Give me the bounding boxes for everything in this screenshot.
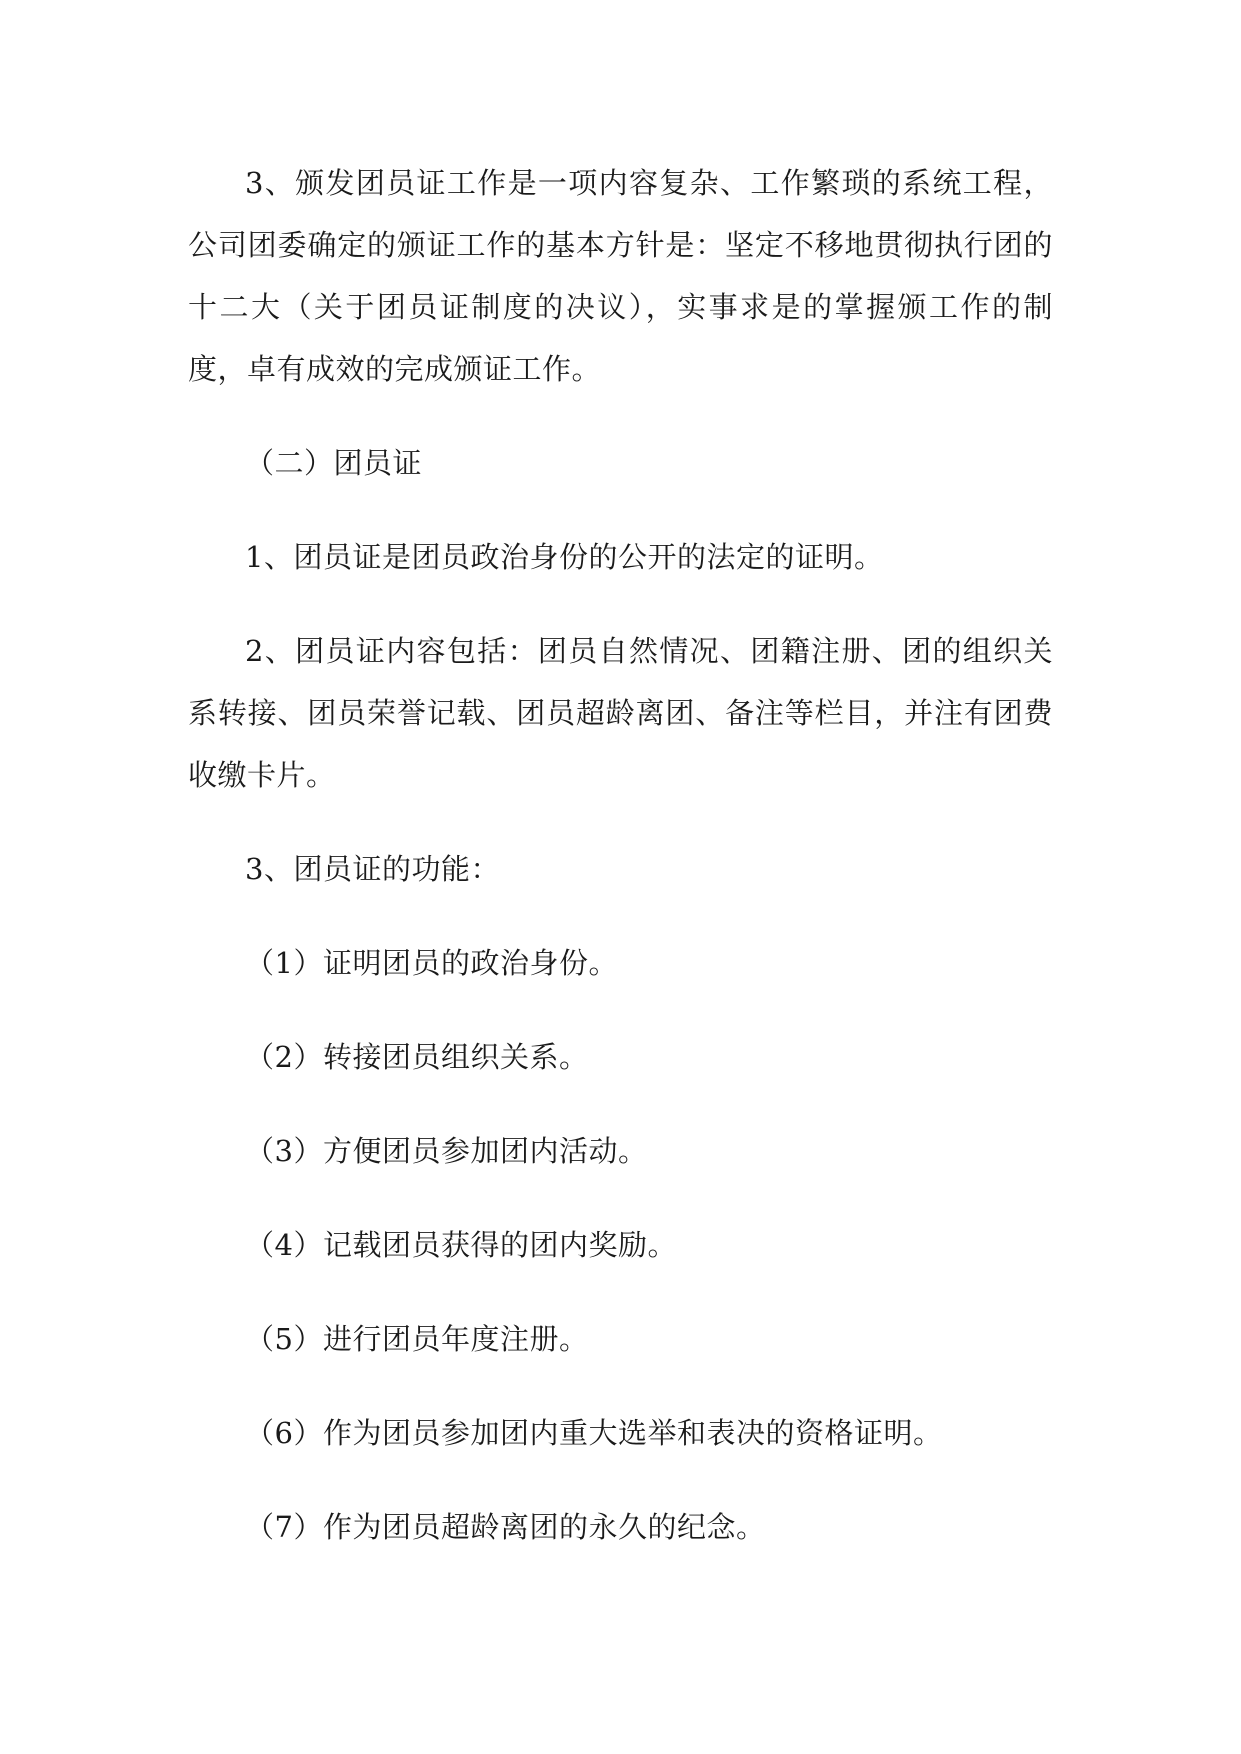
list-item: （6）作为团员参加团内重大选举和表决的资格证明。 — [245, 1416, 943, 1450]
paragraph-card-contents: 2、团员证内容包括：团员自然情况、团籍注册、团的组织关系转接、团员荣誉记载、团员超龄离团、备注等栏目，并注有团费收缴卡片。 — [188, 634, 1053, 792]
paragraph-card-functions: 3、团员证的功能： — [245, 852, 500, 886]
list-item: （7）作为团员超龄离团的永久的纪念。 — [245, 1510, 766, 1544]
list-item: （3）方便团员参加团内活动。 — [245, 1134, 648, 1168]
list-item: （5）进行团员年度注册。 — [245, 1322, 589, 1356]
list-item: （2）转接团员组织关系。 — [245, 1040, 589, 1074]
section-heading-member-card: （二）团员证 — [245, 446, 423, 480]
list-item: （1）证明团员的政治身份。 — [245, 946, 618, 980]
paragraph-issuing-policy: 3、颁发团员证工作是一项内容复杂、工作繁琐的系统工程，公司团委确定的颁证工作的基本方针是：坚定不移地贯彻执行团的十二大（关于团员证制度的决议），实事求是的掌握颁工作的制度，卓有成效的完成颁证工作。 — [188, 166, 1053, 386]
paragraph-card-definition: 1、团员证是团员政治身份的公开的法定的证明。 — [245, 540, 884, 574]
list-item: （4）记载团员获得的团内奖励。 — [245, 1228, 677, 1262]
document-body — [188, 152, 1053, 1558]
